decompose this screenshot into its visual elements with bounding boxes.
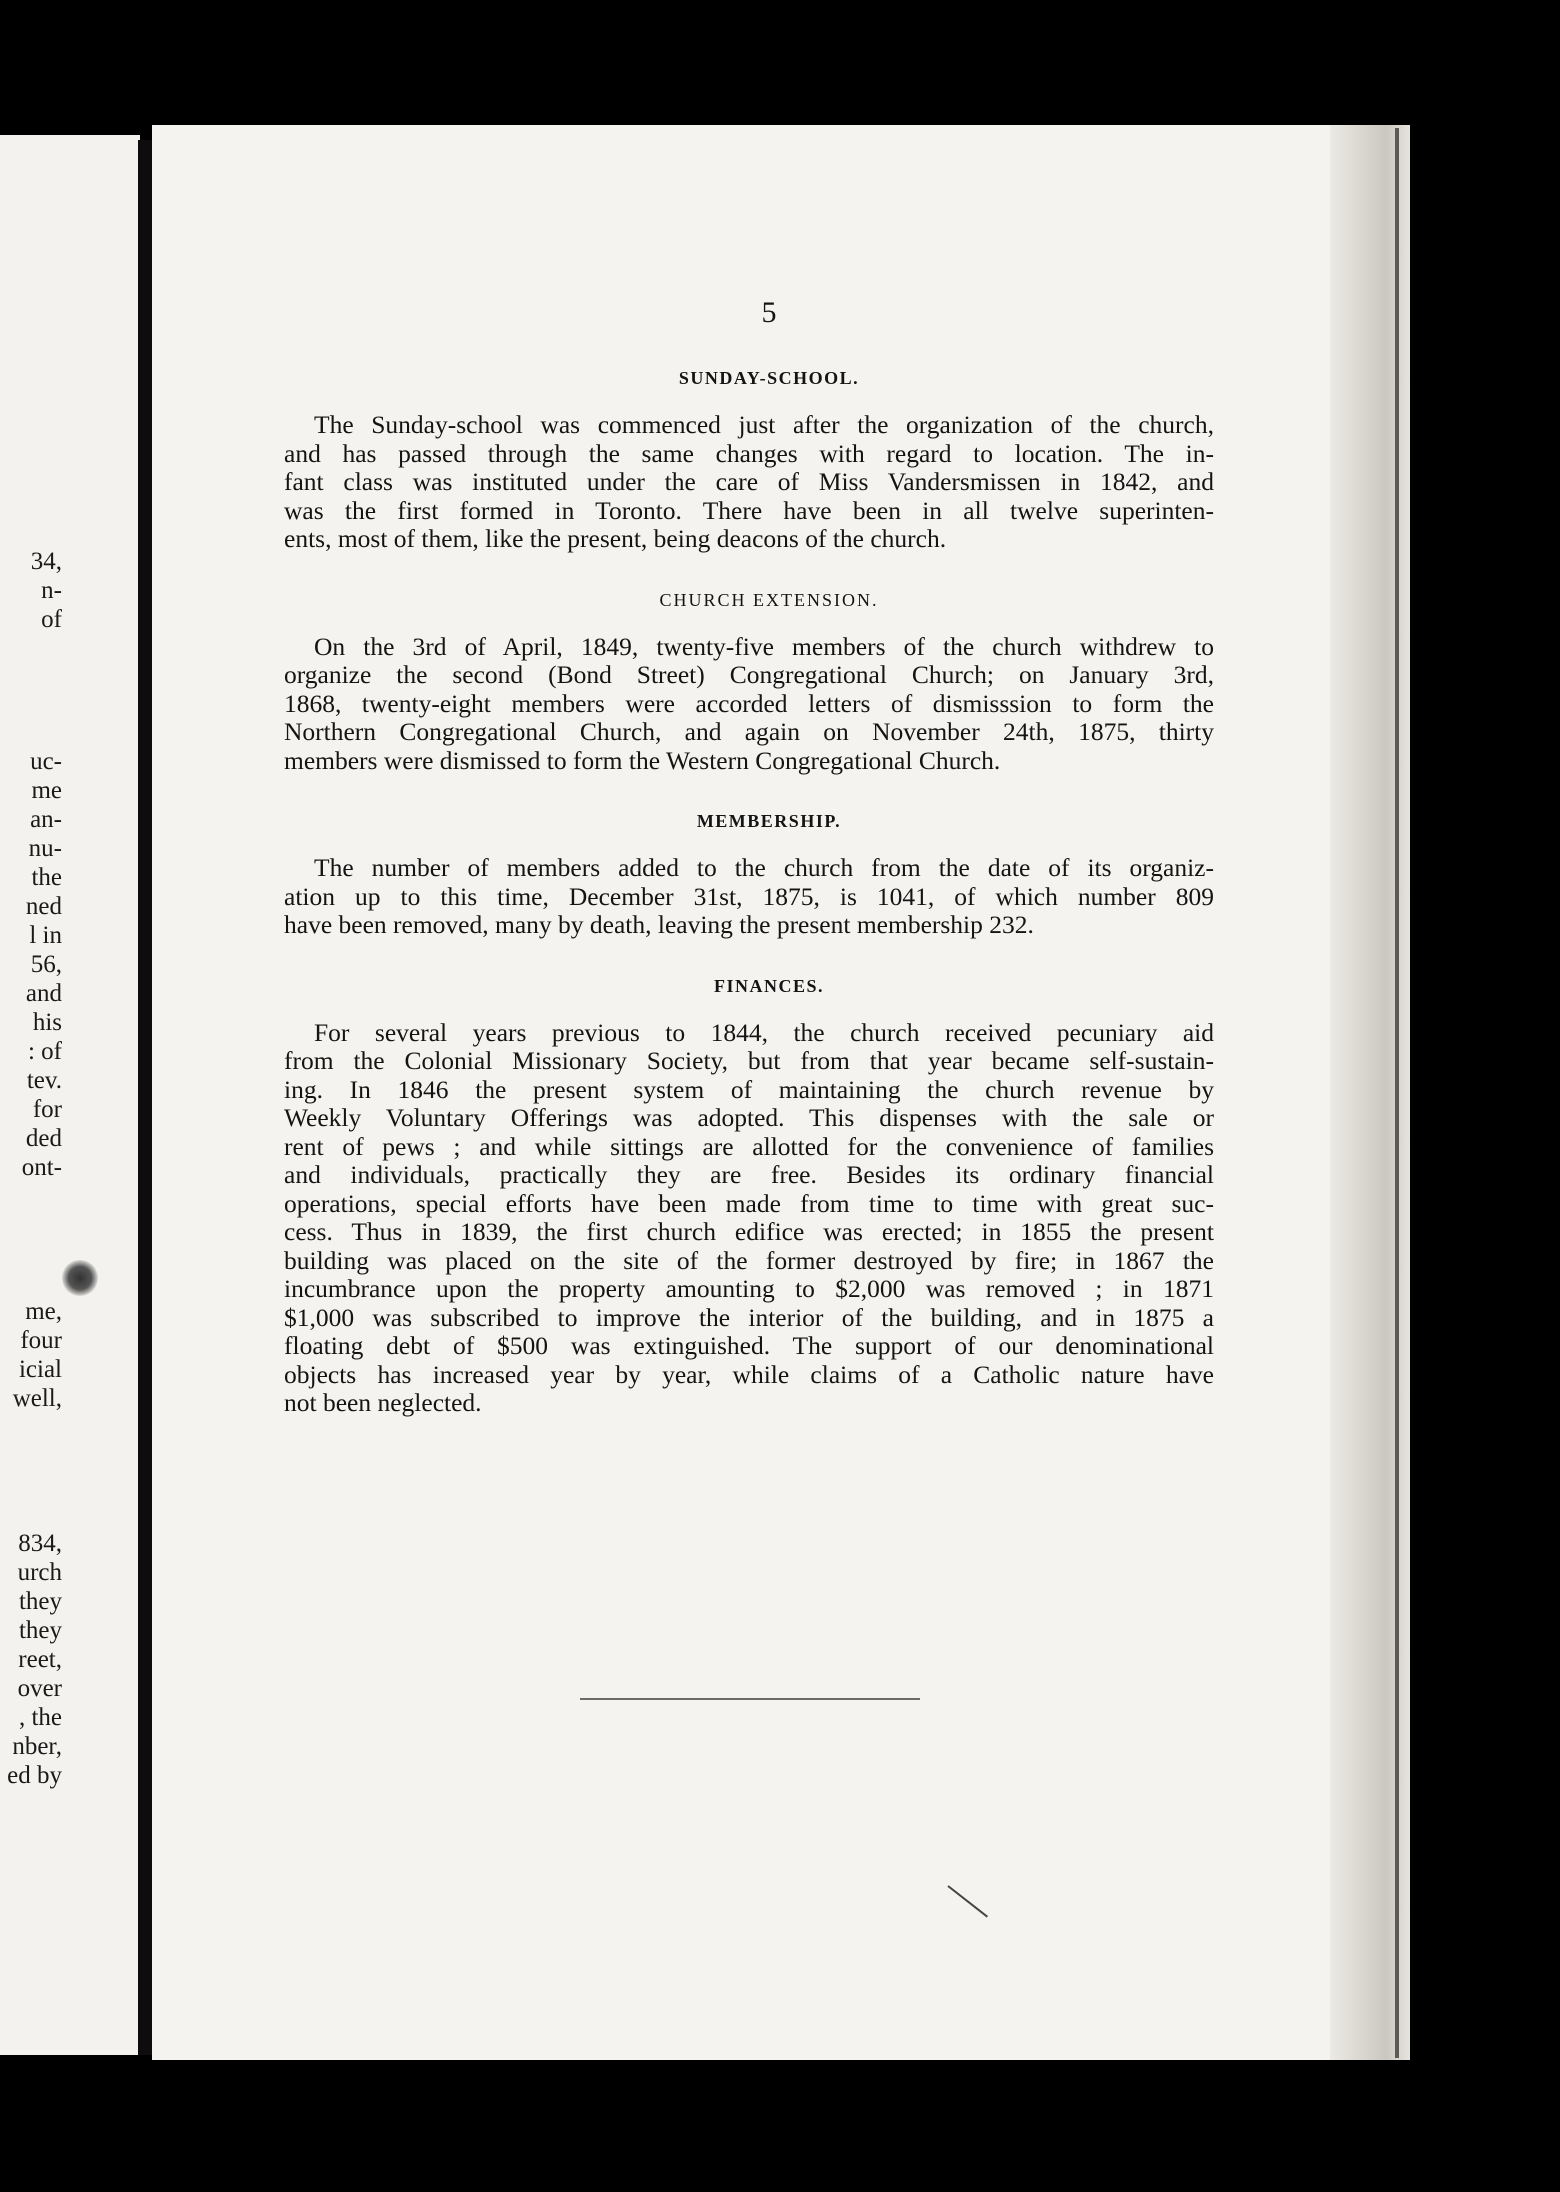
previous-page-fragment-line: ed by [7, 1762, 62, 1789]
previous-page-fragment-line: an- [30, 806, 62, 833]
text-line: organize the second (Bond Street) Congregational Church; on January 3rd, [284, 660, 1214, 689]
text-line: $1,000 was subscribed to improve the interior of the building, and in 1875 a [284, 1302, 1214, 1332]
previous-page-fragment-line: they [18, 1617, 62, 1644]
section-paragraph [284, 411, 1214, 554]
previous-page-fragment-line: 34, [30, 548, 62, 575]
text-line: cess. Thus in 1839, the first church edifice was erected; in 1855 the present [284, 1217, 1214, 1246]
previous-page-fragment-line: over [17, 1675, 62, 1702]
text-line: and has passed through the same changes with regard to location. The in- [284, 438, 1214, 468]
text-line: ation up to this time, December 31st, 1875, is 1041, of which number 809 [284, 881, 1214, 911]
text-line: The number of members added to the church from the date of its organiz- [314, 853, 1214, 882]
sections-container [284, 368, 1214, 1418]
section-heading: FINANCES. [713, 975, 824, 996]
text-line: fant class was instituted under the care of Miss Vandersmissen in 1842, and [284, 467, 1214, 496]
text-line: floating debt of $500 was extinguished. The support of our denominational [284, 1331, 1214, 1360]
text-line: ing. In 1846 the present system of maintaining the church revenue by [284, 1074, 1214, 1104]
section-heading: MEMBERSHIP. [696, 811, 842, 831]
previous-page-fragment-line: n- [41, 577, 62, 604]
text-line: and individuals, practically they are free. Besides its ordinary financial [284, 1160, 1214, 1189]
previous-page-fragment-line: the [31, 864, 62, 891]
previous-page-text-fragments [0, 135, 62, 2055]
text-line: Weekly Voluntary Offerings was adopted. This dispenses with the sale or [284, 1103, 1214, 1132]
previous-page-fragment-line: well, [12, 1385, 62, 1412]
previous-page-fragment-line: l in [29, 922, 62, 949]
previous-page-fragment-line: icial [18, 1356, 62, 1383]
previous-page-fragment-line: ded [25, 1125, 62, 1152]
text-line: building was placed on the site of the former destroyed by fire; in 1867 the [284, 1245, 1214, 1275]
previous-page-fragment-line: they [18, 1588, 62, 1615]
previous-page-fragment-line: reet, [18, 1646, 62, 1673]
previous-page-fragment-line: four [20, 1327, 62, 1354]
text-line: The Sunday-school was commenced just after the organization of the church, [314, 410, 1214, 439]
text-line: not been neglected. [284, 1388, 482, 1417]
page-content [284, 296, 1214, 1454]
text-line: have been removed, many by death, leaving the present membership 232. [284, 910, 1034, 939]
previous-page-fragment-line: ned [25, 893, 62, 920]
text-line: members were dismissed to form the Western Congregational Church. [284, 745, 1001, 775]
text-line: incumbrance upon the property amounting to $2,000 was removed ; in 1871 [284, 1274, 1214, 1303]
previous-page-fragment-line: urch [17, 1559, 62, 1586]
previous-page-fragment-line: me [31, 777, 62, 804]
ink-blot [62, 1260, 98, 1296]
previous-page-fragment-line: tev. [26, 1067, 62, 1094]
section-paragraph [284, 633, 1214, 776]
text-line: For several years previous to 1844, the church received pecuniary aid [314, 1017, 1214, 1047]
text-line: On the 3rd of April, 1849, twenty-five members of the church withdrew to [314, 631, 1214, 661]
binding-gutter [138, 140, 152, 2055]
section-paragraph [284, 1019, 1214, 1418]
text-line: Northern Congregational Church, and again on November 24th, 1875, thirty [284, 717, 1214, 746]
section-heading: CHURCH EXTENSION. [659, 589, 879, 610]
text-line: 1868, twenty-eight members were accorded letters of dismisssion to form the [284, 688, 1214, 718]
previous-page-fragment [0, 135, 140, 2055]
previous-page-fragment-line: and [25, 980, 62, 1007]
previous-page-fragment-line: 56, [30, 951, 62, 978]
previous-page-fragment-line: : of [27, 1038, 62, 1065]
previous-page-fragment-line: me, [25, 1298, 62, 1325]
previous-page-fragment-line: of [41, 606, 62, 633]
page-number: 5 [761, 296, 777, 329]
previous-page-fragment-line: for [32, 1096, 62, 1123]
previous-page-fragment-line: nber, [12, 1733, 62, 1760]
page-edge-line [1395, 128, 1399, 2058]
previous-page-fragment-line: nu- [28, 835, 62, 862]
previous-page-fragment-line: ont- [21, 1154, 62, 1181]
text-line: operations, special efforts have been made from time to time with great suc- [284, 1188, 1214, 1218]
text-line: rent of pews ; and while sittings are allotted for the convenience of families [284, 1131, 1214, 1161]
previous-page-fragment-line: 834, [18, 1530, 62, 1557]
previous-page-fragment-line: , the [18, 1704, 62, 1731]
text-line: objects has increased year by year, while claims of a Catholic nature have [284, 1359, 1214, 1389]
end-rule [580, 1698, 920, 1700]
text-line: ents, most of them, like the present, being deacons of the church. [284, 524, 947, 553]
section-heading: SUNDAY-SCHOOL. [678, 368, 860, 388]
section-paragraph [284, 854, 1214, 940]
text-line: from the Colonial Missionary Society, but from that year became self-sustain- [284, 1046, 1214, 1075]
previous-page-fragment-line: uc- [30, 748, 62, 775]
scan-border [1410, 120, 1560, 2192]
text-line: was the first formed in Toronto. There have been in all twelve superinten- [284, 495, 1214, 525]
previous-page-fragment-line: his [32, 1009, 62, 1036]
